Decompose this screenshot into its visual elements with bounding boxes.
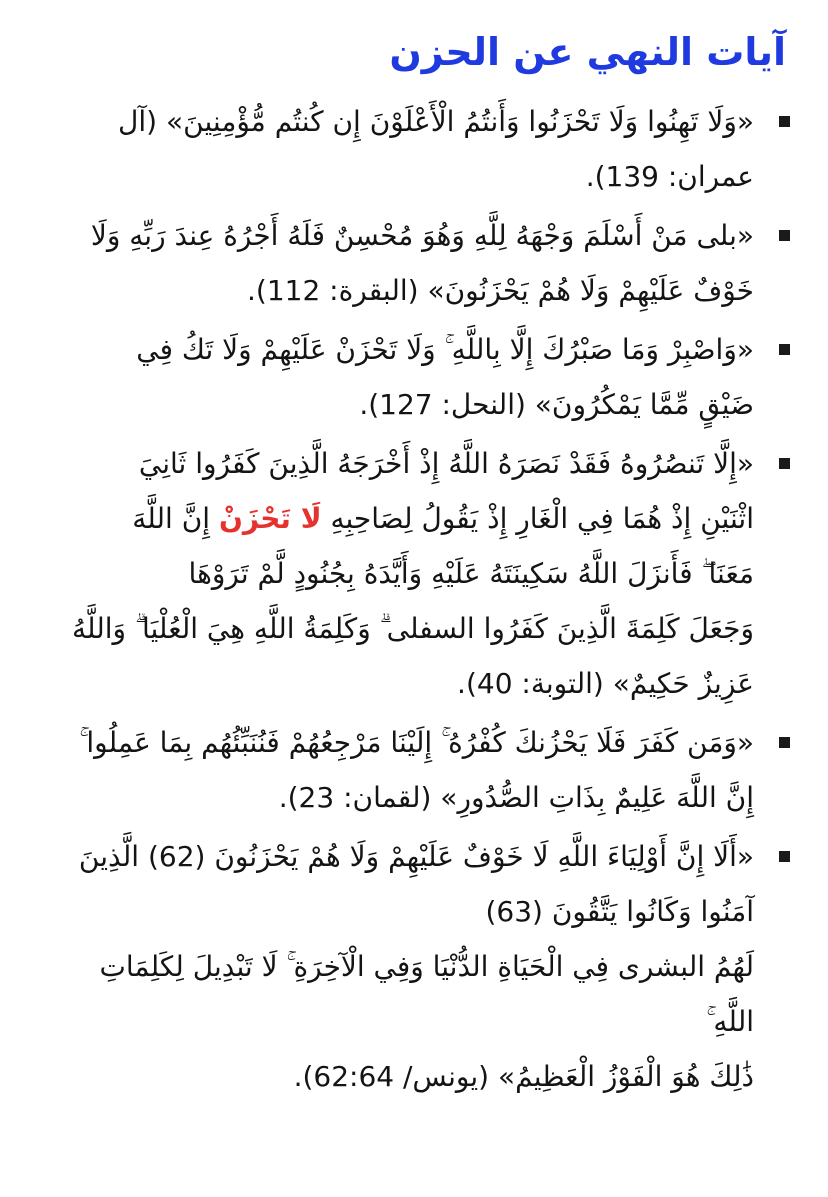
verse-line: لَهُمُ البشرى فِي الْحَيَاةِ الدُّنْيَا وَفِي الْآخِرَةِ ۚ لَا تَبْدِيلَ لِكَلِمَاتِ <box>99 950 754 983</box>
verse-line: اللَّهِ ۚ <box>706 1005 754 1038</box>
verse-line: إِنَّ اللَّهَ عَلِيمٌ بِذَاتِ الصُّدُورِ» (لقمان: 23). <box>278 781 754 814</box>
verse-item-luqman <box>30 715 798 825</box>
verse-line: «أَلَا إِنَّ أَوْلِيَاءَ اللَّهِ لَا خَوْفٌ عَلَيْهِمْ وَلَا هُمْ يَحْزَنُونَ (62) الَّذِينَ <box>78 840 754 873</box>
verse-item-at-tawbah <box>30 436 798 711</box>
square-bullet-icon <box>779 116 790 127</box>
square-bullet-icon <box>779 230 790 241</box>
square-bullet-icon <box>779 344 790 355</box>
verse-item-an-nahl <box>30 322 798 432</box>
verse-list <box>30 94 798 1104</box>
verse-line: ذَٰلِكَ هُوَ الْفَوْزُ الْعَظِيمُ» (يونس/ 62:64). <box>293 1060 754 1093</box>
verse-line: «وَلَا تَهِنُوا وَلَا تَحْزَنُوا وَأَنتُمُ الْأَعْلَوْنَ إِن كُنتُم مُّؤْمِنِينَ» (آل <box>118 105 754 138</box>
highlighted-phrase: لَا تَحْزَنْ <box>218 502 322 535</box>
verse-line: «وَاصْبِرْ وَمَا صَبْرُكَ إِلَّا بِاللَّهِ ۚ وَلَا تَحْزَنْ عَلَيْهِمْ وَلَا تَكُ فِي <box>136 333 754 366</box>
verse-item-yunus <box>30 829 798 1104</box>
verse-line: «وَمَن كَفَرَ فَلَا يَحْزُنكَ كُفْرُهُ ۚ إِلَيْنَا مَرْجِعُهُمْ فَنُنَبِّئُهُم بِمَا عَمِلُوا ۚ <box>79 726 754 759</box>
verse-line: مَعَنَا ۖ فَأَنزَلَ اللَّهُ سَكِينَتَهُ عَلَيْهِ وَأَيَّدَهُ بِجُنُودٍ لَّمْ تَرَوْهَا <box>188 557 754 590</box>
verse-item-al-baqarah <box>30 208 798 318</box>
verse-line: آمَنُوا وَكَانُوا يَتَّقُونَ (63) <box>485 895 754 928</box>
page-title: آيات النهي عن الحزن <box>389 30 786 74</box>
verse-line: عَزِيزٌ حَكِيمٌ» (التوبة: 40). <box>457 667 754 700</box>
verse-text: إِنَّ اللَّهَ <box>132 502 219 535</box>
verse-line: وَجَعَلَ كَلِمَةَ الَّذِينَ كَفَرُوا السفلى ۗ وَكَلِمَةُ اللَّهِ هِيَ الْعُلْيَا ۗ وَاللَّهُ <box>71 612 754 645</box>
verse-text: اثْنَيْنِ إِذْ هُمَا فِي الْغَارِ إِذْ يَقُولُ لِصَاحِبِهِ <box>321 502 754 535</box>
verse-line: ضَيْقٍ مِّمَّا يَمْكُرُونَ» (النحل: 127). <box>359 388 754 421</box>
verse-item-al-imran <box>30 94 798 204</box>
verse-line <box>30 491 754 546</box>
verse-line: «إِلَّا تَنصُرُوهُ فَقَدْ نَصَرَهُ اللَّهُ إِذْ أَخْرَجَهُ الَّذِينَ كَفَرُوا ثَانِيَ <box>138 447 754 480</box>
verse-line: «بلى مَنْ أَسْلَمَ وَجْهَهُ لِلَّهِ وَهُوَ مُحْسِنٌ فَلَهُ أَجْرُهُ عِندَ رَبِّهِ وَلَا <box>90 219 754 252</box>
verse-line: خَوْفٌ عَلَيْهِمْ وَلَا هُمْ يَحْزَنُونَ» (البقرة: 112). <box>246 274 754 307</box>
square-bullet-icon <box>779 851 790 862</box>
verse-line: عمران: 139). <box>585 160 754 193</box>
square-bullet-icon <box>779 737 790 748</box>
square-bullet-icon <box>779 458 790 469</box>
